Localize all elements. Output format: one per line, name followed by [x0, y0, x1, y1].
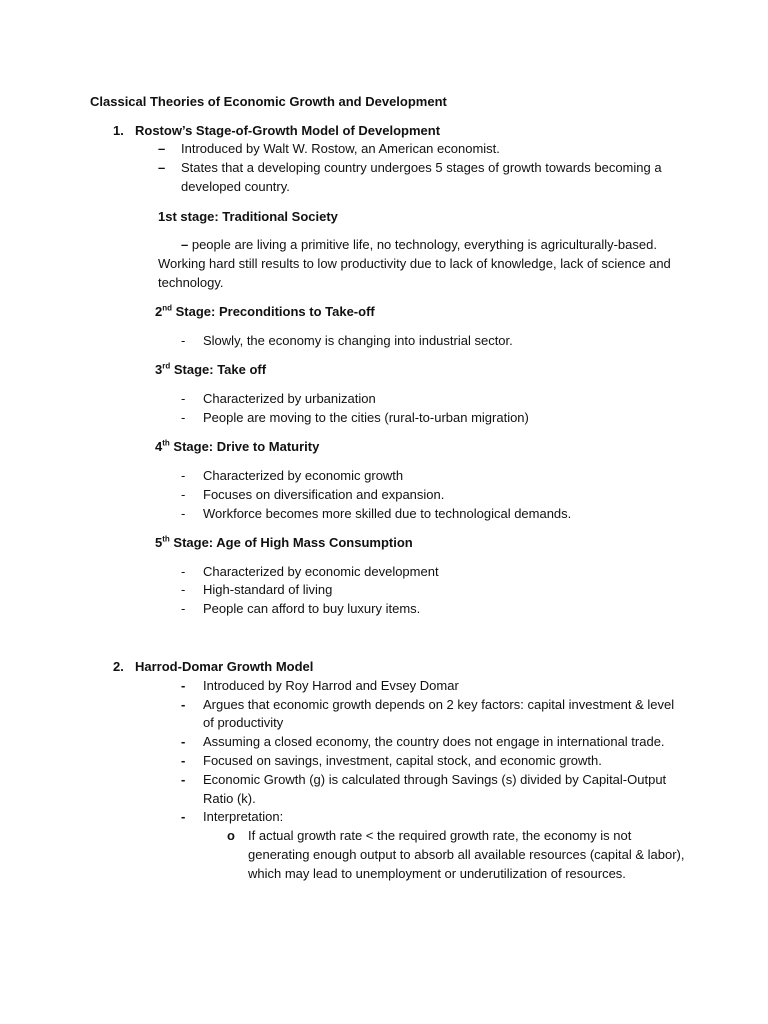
stage-2-heading	[155, 303, 375, 321]
stage-4-item-1: Characterized by economic growth	[203, 468, 404, 483]
s2-dash-2: -	[181, 697, 186, 712]
document-title: Classical Theories of Economic Growth and Development	[90, 94, 447, 109]
s2-item-4: Focused on savings, investment, capital stock, and economic growth.	[203, 753, 602, 768]
sub-line-2: generating enough output to absorb all available resources (capital & labor),	[248, 847, 685, 862]
section-2-number: 2.	[113, 659, 124, 674]
stage-5-sup: th	[162, 534, 170, 544]
intro-line-1: Introduced by Walt W. Rostow, an American economist.	[181, 141, 500, 156]
s2-item-1: Introduced by Roy Harrod and Evsey Domar	[203, 678, 459, 693]
stage-5-dash-1: -	[181, 564, 186, 579]
s2-dash-6: -	[181, 809, 186, 824]
stage-1-dash: –	[181, 237, 189, 252]
stage-4-dash-2: -	[181, 487, 186, 502]
stage-2-dash-1: -	[181, 333, 186, 348]
sub-bullet-icon: o	[227, 828, 235, 843]
intro-dash-1: –	[158, 141, 166, 156]
stage-3-title: Stage: Take off	[170, 362, 267, 377]
stage-1-heading: 1st stage: Traditional Society	[158, 209, 338, 224]
stage-5-item-3: People can afford to buy luxury items.	[203, 601, 421, 616]
stage-5-title: Stage: Age of High Mass Consumption	[169, 535, 413, 550]
stage-5-item-1: Characterized by economic development	[203, 564, 439, 579]
s2-item-5-cont: Ratio (k).	[203, 791, 256, 806]
sub-line-3: which may lead to unemployment or underutilization of resources.	[248, 866, 626, 881]
stage-4-dash-3: -	[181, 506, 186, 521]
stage-3-num: 3	[155, 362, 163, 377]
stage-2-title: Stage: Preconditions to Take-off	[172, 304, 375, 319]
stage-4-item-2: Focuses on diversification and expansion.	[203, 487, 445, 502]
intro-line-3: developed country.	[181, 179, 290, 194]
s2-item-3: Assuming a closed economy, the country does not engage in international trade.	[203, 734, 665, 749]
stage-5-dash-3: -	[181, 601, 186, 616]
stage-3-dash-1: -	[181, 391, 186, 406]
stage-4-num: 4	[155, 439, 163, 454]
stage-2-num: 2	[155, 304, 163, 319]
sub-line-1: If actual growth rate < the required growth rate, the economy is not	[248, 828, 632, 843]
s2-item-2-cont: of productivity	[203, 715, 284, 730]
stage-3-item-2: People are moving to the cities (rural-to-urban migration)	[203, 410, 529, 425]
intro-line-2: States that a developing country undergoes 5 stages of growth towards becoming a	[181, 160, 662, 175]
stage-4-dash-1: -	[181, 468, 186, 483]
stage-3-item-1: Characterized by urbanization	[203, 391, 376, 406]
section-1-heading: Rostow’s Stage-of-Growth Model of Development	[135, 123, 441, 138]
s2-dash-3: -	[181, 734, 186, 749]
stage-1-line-2: Working hard still results to low productivity due to lack of knowledge, lack of science and	[158, 256, 671, 271]
section-1-number: 1.	[113, 123, 124, 138]
stage-5-item-2: High-standard of living	[203, 582, 333, 597]
stage-4-heading	[155, 438, 319, 456]
stage-2-item-1: Slowly, the economy is changing into industrial sector.	[203, 333, 513, 348]
stage-4-title: Stage: Drive to Maturity	[169, 439, 320, 454]
intro-dash-2: –	[158, 160, 166, 175]
s2-dash-5: -	[181, 772, 186, 787]
stage-5-dash-2: -	[181, 582, 186, 597]
stage-4-sup: th	[162, 438, 170, 448]
stage-3-sup: rd	[162, 361, 171, 371]
stage-2-sup: nd	[162, 303, 173, 313]
stage-4-item-3: Workforce becomes more skilled due to technological demands.	[203, 506, 572, 521]
stage-3-dash-2: -	[181, 410, 186, 425]
stage-1-line-3: technology.	[158, 275, 224, 290]
stage-5-heading	[155, 534, 413, 552]
s2-dash-4: -	[181, 753, 186, 768]
stage-1-text-1: people are living a primitive life, no technology, everything is agriculturally-based.	[188, 237, 657, 252]
stage-3-heading	[155, 361, 266, 379]
s2-item-2: Argues that economic growth depends on 2 key factors: capital investment & level	[203, 697, 675, 712]
s2-item-5: Economic Growth (g) is calculated through Savings (s) divided by Capital-Output	[203, 772, 667, 787]
stage-1-line-1	[181, 236, 657, 254]
s2-item-6: Interpretation:	[203, 809, 284, 824]
stage-5-num: 5	[155, 535, 163, 550]
s2-dash-1: -	[181, 678, 186, 693]
section-2-heading: Harrod-Domar Growth Model	[135, 659, 314, 674]
